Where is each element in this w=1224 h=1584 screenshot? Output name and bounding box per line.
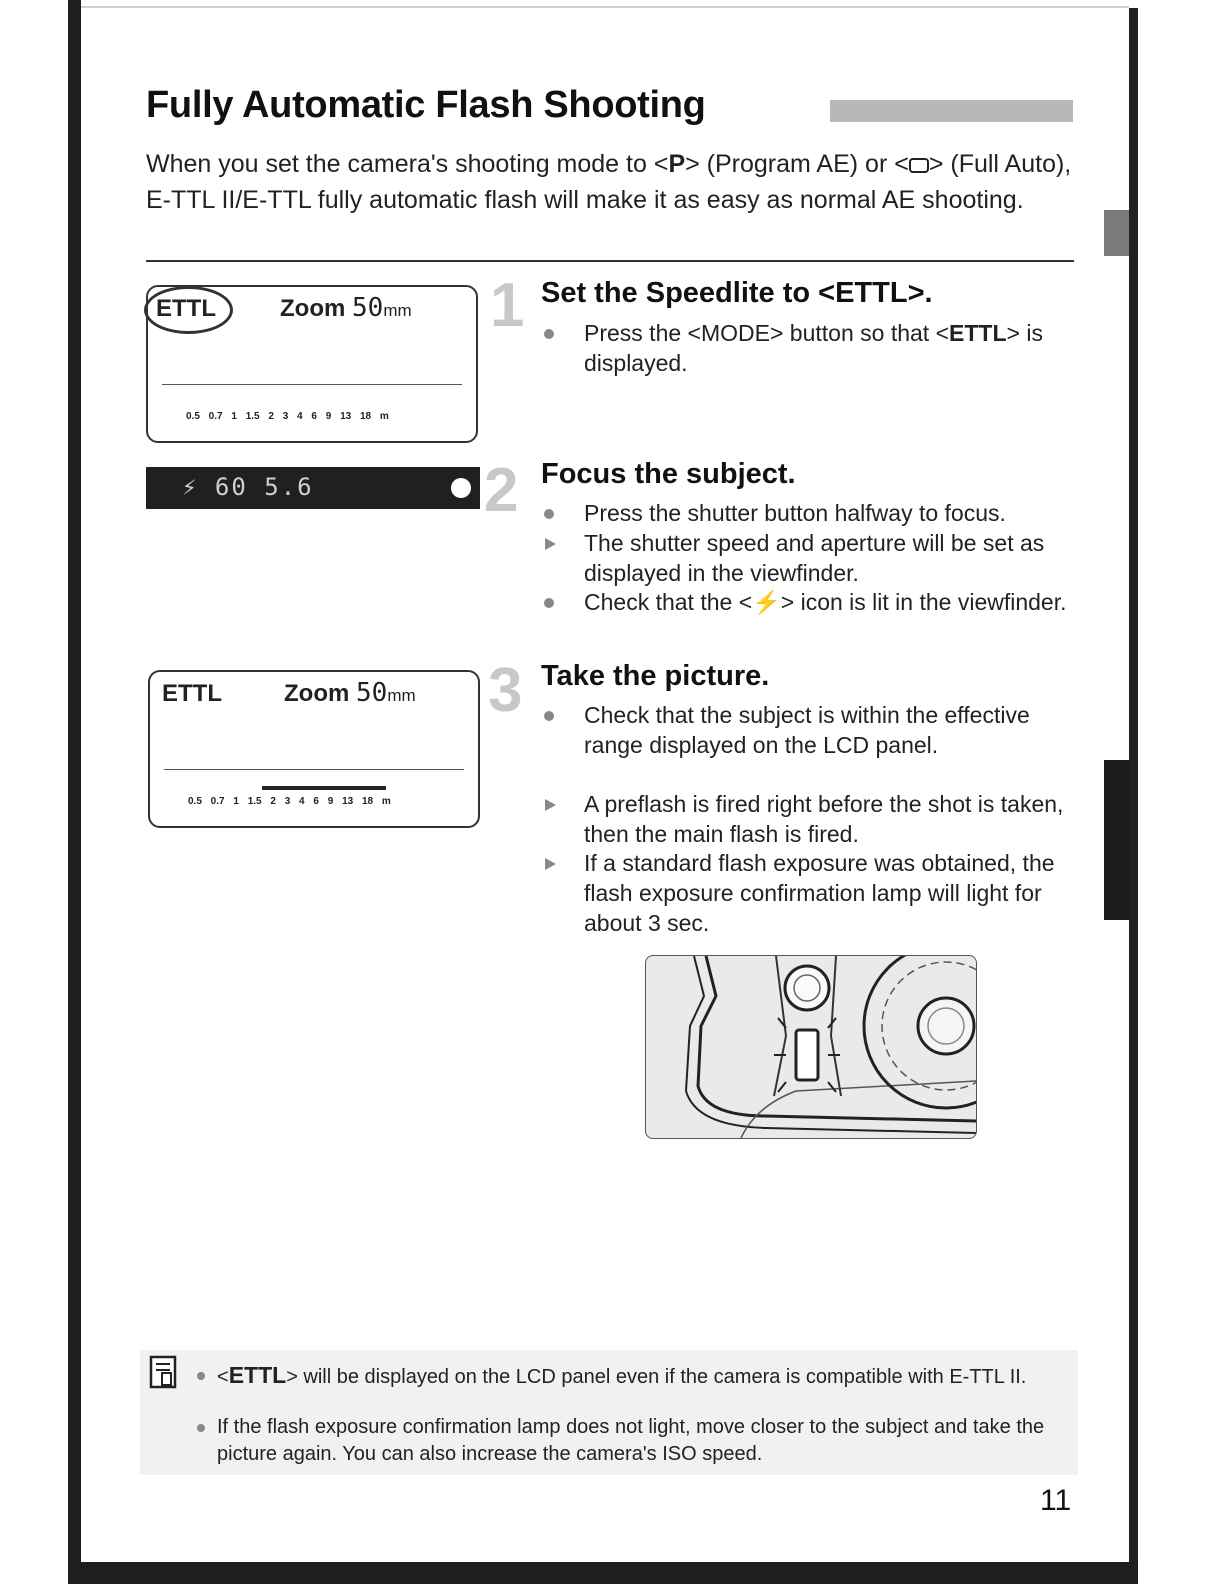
step-heading: Set the Speedlite to <ETTL>. [541,277,933,309]
camera-top-illustration [645,955,977,1139]
bottom-page-edge [68,1562,1138,1584]
intro-text-2: > (Program AE) or < [685,150,909,178]
lcd3-zoom-label: Zoom [284,680,350,707]
lcd1-zoom [280,293,412,323]
focus-confirmation-dot [451,478,471,498]
lcd3-zoom [284,678,416,708]
bullet-text-part: > is displayed. [584,320,1043,376]
step-bullet-text: If a standard flash exposure was obtained, the flash exposure confirmation lamp will light for about 3 sec. [584,850,1055,936]
note-bullet-icon [197,1424,205,1432]
step-bullet-text: Press the shutter button halfway to focus. [584,500,1006,526]
top-border-line [81,6,1129,8]
step-bullet-text: The shutter speed and aperture will be set as displayed in the viewfinder. [584,530,1045,586]
step-bullet-text [584,587,1070,617]
result-arrow-icon [545,799,556,811]
chapter-tab-black [1104,760,1129,920]
title-decoration-bar [830,100,1073,122]
step-number: 1 [490,271,525,340]
page-number: 11 [1040,1484,1072,1517]
lcd1-zoom-label: Zoom [280,295,346,322]
program-mode-symbol: P [668,150,686,178]
step-number: 3 [488,656,523,725]
note-bullet-icon [197,1372,205,1380]
intro-paragraph [146,146,1076,218]
page-title: Fully Automatic Flash Shooting [146,84,706,126]
step-bullet-text [584,318,1070,378]
left-binding-edge [68,0,81,1584]
section-divider [146,260,1074,262]
lcd3-divider [164,769,464,770]
step-heading: Take the picture. [541,660,770,692]
result-arrow-icon [545,538,556,550]
inline-symbol: ETTL [228,1362,287,1388]
lcd1-zoom-value: 50 [352,293,384,323]
result-arrow-icon [545,858,556,870]
bullet-dot-icon [544,711,554,721]
memo-icon [149,1355,179,1394]
bullet-text-part: > icon is lit in the viewfinder. [780,589,1067,615]
inline-symbol: ⚡ [752,589,781,615]
inline-symbol: ETTL [949,320,1007,346]
viewfinder-readout: ⚡ 60 5.6 [182,473,314,501]
lcd3-mode: ETTL [162,680,222,707]
note-text-part: < [217,1366,229,1388]
bullet-dot-icon [544,329,554,339]
chapter-tab-gray [1104,210,1129,256]
lcd3-zoom-value: 50 [356,678,388,708]
right-page-edge [1129,8,1138,1568]
full-auto-square-icon [909,158,929,173]
bullet-dot-icon [544,598,554,608]
bullet-text-part: Check that the < [584,589,753,615]
intro-text-3: > (Full Auto), E-TTL II/E-TTL fully automatic flash will make it as easy as normal AE shooting. [146,150,1072,214]
bullet-dot-icon [544,509,554,519]
lcd3-zoom-unit: mm [387,686,416,705]
lcd1-zoom-unit: mm [383,301,412,320]
note-text: If the flash exposure confirmation lamp does not light, move closer to the subject and take the picture again. You can also increase the camera's ISO speed. [217,1416,1045,1465]
lcd3-distance-scale: 0.5 0.7 1 1.5 2 3 4 6 9 13 18 m [188,796,391,807]
step-heading: Focus the subject. [541,458,796,490]
step-bullet-text: Check that the subject is within the effective range displayed on the LCD panel. [584,702,1030,758]
lcd1-mode: ETTL [156,295,216,322]
effective-range-bar [262,786,386,790]
lcd1-divider [162,384,462,385]
camera-lamp-drawing [646,956,976,1138]
bullet-text-part: Press the <MODE> button so that < [584,320,950,346]
note-text-part: > will be displayed on the LCD panel even if the camera is compatible with E-TTL II. [286,1366,1027,1388]
lcd1-distance-scale: 0.5 0.7 1 1.5 2 3 4 6 9 13 18 m [186,411,389,422]
note-text [217,1362,1062,1391]
step-number: 2 [484,456,519,525]
intro-text-1: When you set the camera's shooting mode to < [146,150,669,178]
step-bullet-text: A preflash is fired right before the shot is taken, then the main flash is fired. [584,791,1064,847]
